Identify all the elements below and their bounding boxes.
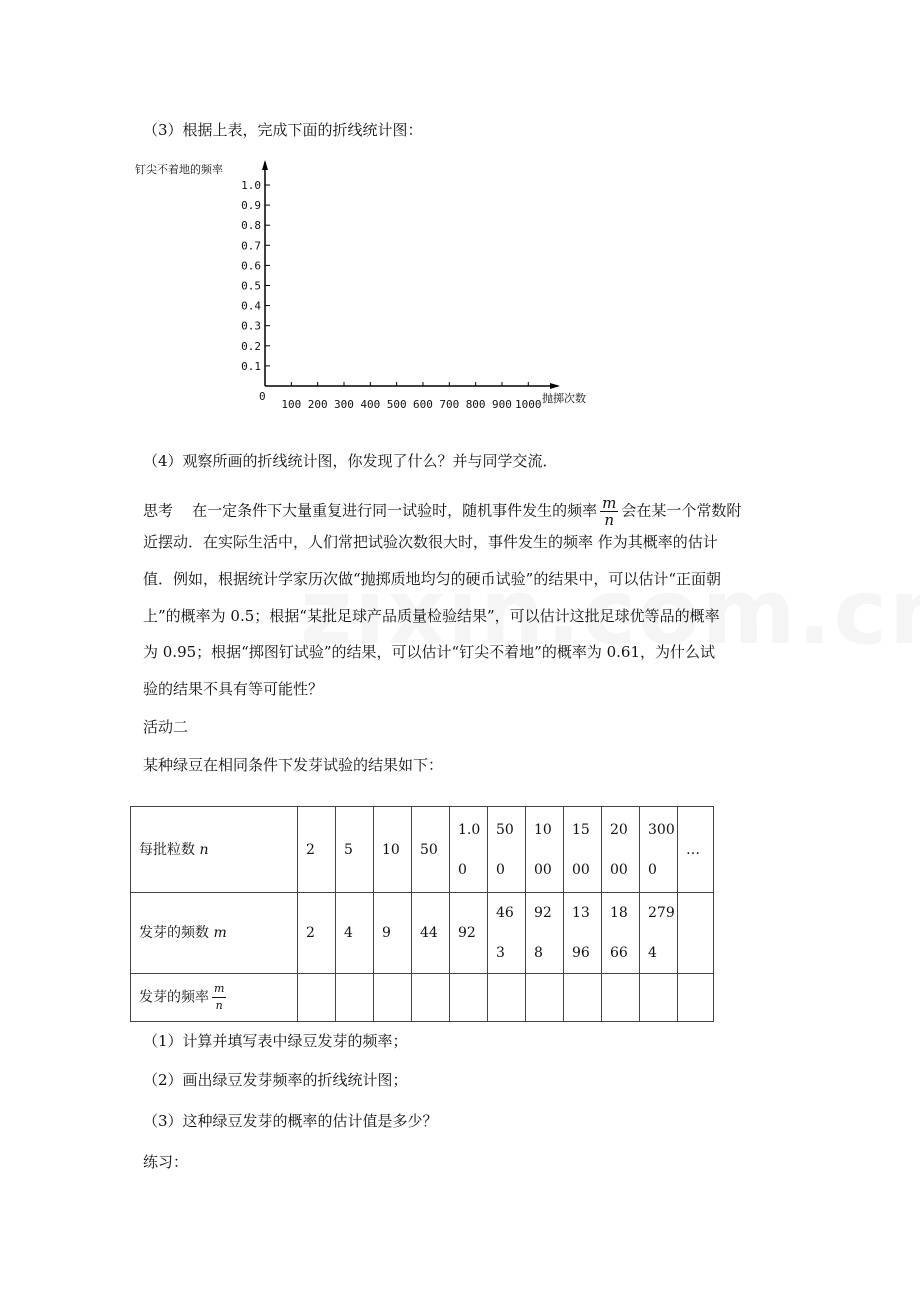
table-cell: 4 — [336, 893, 374, 974]
section3-title: （3）根据上表，完成下面的折线统计图： — [143, 121, 423, 139]
table-cell: 50 0 — [488, 807, 526, 893]
table-cell: 5 — [336, 807, 374, 893]
fraction-numerator: m — [602, 494, 617, 512]
question-3: （3）这种绿豆发芽的概率的估计值是多少？ — [143, 1112, 438, 1130]
table-cell — [678, 893, 714, 974]
row-header — [131, 807, 298, 893]
table-cell-empty — [526, 974, 564, 1022]
x-tick-label: 300 — [334, 398, 354, 411]
y-tick-label: 0.8 — [241, 219, 261, 233]
table-cell-empty — [336, 974, 374, 1022]
table-cell: 20 00 — [602, 807, 640, 893]
germination-table — [130, 806, 714, 1022]
x-tick-label: 1000 — [515, 398, 542, 411]
x-tick-label: 500 — [386, 398, 407, 411]
table-cell-empty — [488, 974, 526, 1022]
table-cell: … — [678, 807, 714, 893]
table-cell: 15 00 — [564, 807, 602, 893]
y-axis-label: 钉尖不着地的频率 — [135, 163, 223, 176]
think-label: 思考 — [143, 501, 174, 520]
table-cell-empty — [564, 974, 602, 1022]
row-header — [131, 974, 298, 1022]
table-row — [131, 974, 714, 1022]
y-axis-arrow — [262, 160, 268, 170]
x-tick-label: 200 — [307, 398, 328, 411]
y-tick-label: 0.4 — [241, 299, 261, 313]
origin-label: 0 — [259, 390, 266, 403]
frequency-line-chart — [130, 150, 610, 420]
y-tick-label: 1.0 — [241, 179, 261, 192]
think-line-3: 值．例如，根据统计学家历次做“抛掷质地均匀的硬币试验”的结果中，可以估计“正面朝 — [143, 570, 722, 588]
variable-m: m — [213, 925, 227, 941]
row-header — [131, 893, 298, 974]
fraction-numerator: m — [212, 981, 226, 998]
x-tick-label: 900 — [492, 398, 512, 411]
table-cell-empty — [640, 974, 678, 1022]
y-tick-label: 0.5 — [241, 279, 261, 293]
think-line-4: 上”的概率为 0.5；根据“某批足球产品质量检验结果”，可以估计这批足球优等品的概率 — [143, 607, 720, 625]
table-cell: 44 — [412, 893, 450, 974]
table-cell: 18 66 — [602, 893, 640, 974]
x-tick-label: 600 — [413, 398, 433, 411]
table-cell: 10 — [374, 807, 412, 893]
x-tick-label: 800 — [465, 398, 486, 411]
y-tick-label: 0.2 — [241, 339, 261, 353]
row-label: 发芽的频数 — [139, 925, 209, 941]
question-2: （2）画出绿豆发芽频率的折线统计图； — [143, 1071, 408, 1089]
table-row — [131, 807, 714, 893]
y-tick-label: 0.9 — [241, 199, 261, 213]
experiment-intro: 某种绿豆在相同条件下发芽试验的结果如下： — [143, 756, 444, 774]
practice-heading: 练习： — [143, 1153, 189, 1171]
table-cell: 10 00 — [526, 807, 564, 893]
y-tick-label: 0.1 — [241, 359, 261, 373]
x-tick-label: 700 — [439, 398, 460, 411]
fraction-m-over-n — [600, 495, 618, 528]
table-cell: 279 4 — [640, 893, 678, 974]
fraction-denominator: n — [215, 999, 223, 1012]
table-cell-empty — [374, 974, 412, 1022]
row-label: 每批粒数 — [139, 841, 195, 858]
activity2-heading: 活动二 — [143, 718, 189, 736]
x-axis-arrow — [550, 383, 560, 389]
row-label: 发芽的频率 — [139, 989, 209, 1006]
x-axis-label: 抛掷次数 — [542, 392, 586, 405]
y-tick-label: 0.3 — [241, 319, 261, 333]
fraction-m-over-n — [212, 981, 226, 1014]
y-tick-label: 0.7 — [241, 239, 261, 253]
table-cell-empty — [602, 974, 640, 1022]
table-cell: 9 — [374, 893, 412, 974]
x-tick-label: 400 — [360, 398, 381, 411]
question-1: （1）计算并填写表中绿豆发芽的频率； — [143, 1032, 408, 1050]
table-cell: 46 3 — [488, 893, 526, 974]
table-cell-empty — [298, 974, 336, 1022]
table-cell: 1.0 0 — [450, 807, 488, 893]
table-cell: 50 — [412, 807, 450, 893]
table-cell-empty — [412, 974, 450, 1022]
think-line-6: 验的结果不具有等可能性？ — [143, 680, 324, 698]
section4-text: （4）观察所画的折线统计图，你发现了什么？并与同学交流． — [143, 452, 558, 470]
table-cell: 300 0 — [640, 807, 678, 893]
table-cell: 13 96 — [564, 893, 602, 974]
y-tick-label: 0.6 — [241, 259, 261, 273]
think-line-5: 为 0.95；根据“掷图钉试验”的结果，可以估计“钉尖不着地”的概率为 0.61，为什么试 — [143, 643, 716, 661]
variable-n: n — [199, 841, 209, 858]
x-tick-label: 100 — [281, 398, 302, 411]
table-cell: 2 — [298, 807, 336, 893]
table-cell: 2 — [298, 893, 336, 974]
think-line-1 — [143, 495, 741, 528]
table-cell-empty — [678, 974, 714, 1022]
fraction-denominator: n — [604, 511, 615, 529]
table-cell-empty — [450, 974, 488, 1022]
think-line-2: 近摆动．在实际生活中，人们常把试验次数很大时，事件发生的频率 作为其概率的估计 — [143, 533, 718, 551]
think-text: 会在某一个常数附 — [621, 501, 742, 520]
table-cell: 92 8 — [526, 893, 564, 974]
think-text: 在一定条件下大量重复进行同一试验时，随机事件发生的频率 — [192, 501, 598, 520]
table-cell: 92 — [450, 893, 488, 974]
table-row — [131, 893, 714, 974]
